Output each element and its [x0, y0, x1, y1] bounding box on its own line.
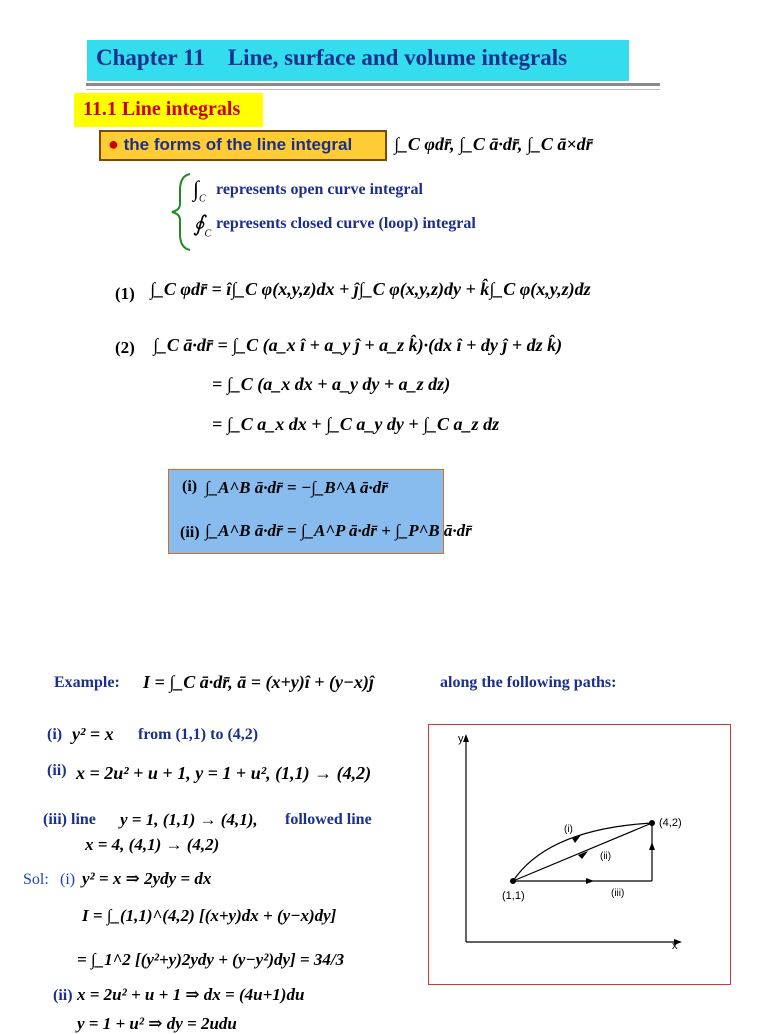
prop2: ∫_A^B ā·dr̄ = ∫_A^P ā·dr̄ + ∫_P^B ā·dr̄ [205, 521, 472, 540]
end-point [649, 820, 655, 826]
example-formula: I = ∫_C ā·dr̄, ā = (x+y)î + (y−x)ĵ [143, 672, 374, 692]
forms-formula: ∫_C φdr̄, ∫_C ā·dr̄, ∫_C ā×dr̄ [394, 134, 593, 154]
path1-eq: y² = x [72, 724, 114, 744]
path3-eq2: x = 4, (4,1) → (4,2) [85, 835, 220, 854]
solution-s4: x = 2u² + u + 1 ⇒ dx = (4u+1)du [77, 985, 305, 1004]
example-suffix: along the following paths: [440, 674, 617, 691]
path3-eq1: y = 1, (1,1) → (4,1), [120, 810, 258, 829]
solution-s4-label: (ii) [53, 987, 73, 1004]
prop2-label: (ii) [180, 524, 200, 541]
forms-label: the forms of the line integral [123, 135, 353, 154]
solution-s3: = ∫_1^2 [(y²+y)2ydy + (y−y²)dy] = 34/3 [77, 950, 345, 969]
open-integral-symbol: $\int_C$ [193, 176, 206, 205]
solution-s1-label: (i) [60, 871, 76, 888]
section-title: 11.1 Line integrals [83, 98, 241, 120]
path3-text: followed line [285, 811, 372, 828]
title-underline [86, 83, 660, 86]
solution-label: Sol: [23, 871, 49, 888]
eq2-line3: = ∫_C a_x dx + ∫_C a_y dy + ∫_C a_z dz [212, 414, 500, 434]
fig-y-label: y [458, 733, 464, 745]
path3-label: (iii) line [43, 811, 96, 828]
path1-text: from (1,1) to (4,2) [138, 726, 259, 743]
path2-label: (ii) [47, 762, 67, 779]
fig-x-label: x [672, 940, 678, 952]
closed-integral-symbol: $∮_C$ [193, 211, 212, 240]
solution-s1: y² = x ⇒ 2ydy = dx [82, 869, 212, 888]
eq2-label: (2) [115, 338, 135, 357]
prop1-label: (i) [182, 478, 198, 495]
fig-start-label: (1,1) [502, 890, 525, 902]
fig-path-i-label: (i) [564, 824, 573, 835]
eq1-label: (1) [115, 284, 135, 303]
open-curve-text: represents open curve integral [216, 181, 423, 198]
solution-s2: I = ∫_(1,1)^(4,2) [(x+y)dx + (y−x)dy] [82, 906, 337, 925]
prop1: ∫_A^B ā·dr̄ = −∫_B^A ā·dr̄ [205, 478, 388, 497]
solution-s5: y = 1 + u² ⇒ dy = 2udu [77, 1014, 237, 1033]
eq2-line2: = ∫_C (a_x dx + a_y dy + a_z dz) [212, 374, 451, 394]
fig-path-ii-label: (ii) [600, 851, 612, 862]
start-point [510, 878, 516, 884]
bullet-icon: ● [108, 134, 119, 154]
closed-curve-text: represents closed curve (loop) integral [216, 215, 476, 232]
eq1: ∫_C φdr̄ = î∫_C φ(x,y,z)dx + ĵ∫_C φ(x,y,z)dy + k̂∫_C φ(x,y,z)dz [150, 279, 591, 299]
eq2-line1: ∫_C ā·dr̄ = ∫_C (a_x î + a_y ĵ + a_z k̂)·(dx î + dy ĵ + dz k̂) [153, 335, 563, 355]
page-title: Chapter 11 Line, surface and volume integrals [96, 45, 568, 70]
forms-label-row [108, 134, 352, 155]
fig-end-label: (4,2) [659, 817, 682, 829]
example-label: Example: [54, 674, 120, 691]
path2-eq: x = 2u² + u + 1, y = 1 + u², (1,1) → (4,2) [76, 763, 372, 783]
fig-path-iii-label: (iii) [611, 888, 625, 899]
title-underline-thin [86, 89, 660, 90]
path-diagram [428, 724, 731, 985]
path-ii-line [513, 823, 652, 881]
path1-label: (i) [47, 726, 63, 743]
